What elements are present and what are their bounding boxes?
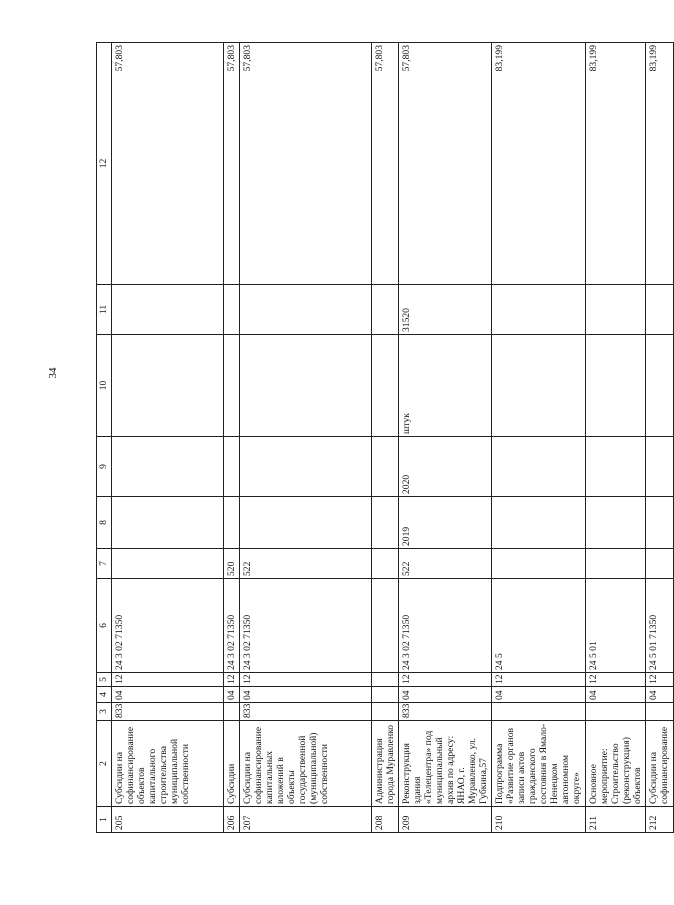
table-cell — [112, 335, 224, 437]
table-cell: Основное мероприятие: Строительство (реконструкция) объектов — [586, 721, 646, 807]
table-cell — [372, 687, 399, 703]
table-cell: 522 — [240, 549, 372, 579]
table-cell — [224, 703, 240, 721]
table-cell — [492, 497, 586, 549]
table-cell: 24 3 02 71350 — [399, 579, 492, 673]
header-cell: 9 — [97, 437, 112, 497]
table-cell: Субсидии на софинансирование капитальных вложений в объекты государственной (муниципальной) собственности — [240, 721, 372, 807]
table-cell: 24 3 02 71350 — [224, 579, 240, 673]
table-cell: 12 — [492, 673, 586, 687]
table-cell: штук — [399, 335, 492, 437]
table-cell — [372, 579, 399, 673]
table-cell — [586, 285, 646, 335]
table-cell — [112, 497, 224, 549]
table-cell — [586, 437, 646, 497]
table-cell: 205 — [112, 807, 224, 833]
table-cell: 04 — [224, 687, 240, 703]
table-cell: 57,803 — [240, 43, 372, 285]
table-cell: 522 — [399, 549, 492, 579]
table-cell: 212 — [646, 807, 674, 833]
table-cell: 57,803 — [372, 43, 399, 285]
table-cell: 83,199 — [492, 43, 586, 285]
table-cell: 04 — [646, 687, 674, 703]
table-cell: 2019 — [399, 497, 492, 549]
table-cell — [492, 285, 586, 335]
table-cell: 57,803 — [112, 43, 224, 285]
table-cell — [112, 549, 224, 579]
table-cell: 12 — [586, 673, 646, 687]
table-row — [372, 43, 399, 833]
header-cell: 10 — [97, 335, 112, 437]
header-cell: 7 — [97, 549, 112, 579]
table-cell — [492, 703, 586, 721]
table-cell — [646, 285, 674, 335]
table-cell — [112, 437, 224, 497]
table-cell — [586, 703, 646, 721]
table-cell: 57,803 — [399, 43, 492, 285]
table-cell — [646, 549, 674, 579]
table-cell: 24 5 — [492, 579, 586, 673]
budget-table — [96, 43, 670, 833]
table-cell: 12 — [399, 673, 492, 687]
table-cell — [372, 437, 399, 497]
table-cell: Администрация города Муравленко — [372, 721, 399, 807]
table-cell — [224, 335, 240, 437]
table-cell: 83,199 — [646, 43, 674, 285]
table-cell: 04 — [240, 687, 372, 703]
page-number: 34 — [47, 367, 59, 379]
table-cell: 833 — [112, 703, 224, 721]
table-cell — [372, 673, 399, 687]
table-cell: 04 — [399, 687, 492, 703]
table-cell: Реконструкция здания «Телецентра» под муниципальный архив по адресу: ЯНАО, г. Муравленко, ул. Губкина,57 — [399, 721, 492, 807]
table-cell: 208 — [372, 807, 399, 833]
table-cell: 31520 — [399, 285, 492, 335]
table-cell — [372, 549, 399, 579]
header-cell: 11 — [97, 285, 112, 335]
table-cell — [492, 437, 586, 497]
table-cell — [586, 549, 646, 579]
table-cell: 83,199 — [586, 43, 646, 285]
table-cell: Субсидии на софинансирование объектов капитального строительства муниципальной собственности — [112, 721, 224, 807]
header-cell: 8 — [97, 497, 112, 549]
header-cell: 3 — [97, 703, 112, 721]
table-cell — [586, 497, 646, 549]
table-cell: 24 5 01 — [586, 579, 646, 673]
table-cell: 207 — [240, 807, 372, 833]
table-cell: 24 3 02 71350 — [240, 579, 372, 673]
table-cell — [646, 437, 674, 497]
table-row — [586, 43, 646, 833]
table-cell: 12 — [224, 673, 240, 687]
table-cell: 833 — [399, 703, 492, 721]
table-cell: 12 — [240, 673, 372, 687]
header-cell: 4 — [97, 687, 112, 703]
header-cell: 6 — [97, 579, 112, 673]
table-cell: Подпрограмма «Развитие органов записи актов гражданского состояния в Ямало-Ненецком автономном округе» — [492, 721, 586, 807]
table-row — [399, 43, 492, 833]
header-cell: 1 — [97, 807, 112, 833]
header-cell: 2 — [97, 721, 112, 807]
table-cell — [372, 335, 399, 437]
table-cell — [586, 335, 646, 437]
table-cell: 833 — [240, 703, 372, 721]
table-cell — [492, 335, 586, 437]
table-cell — [372, 497, 399, 549]
table-cell: 209 — [399, 807, 492, 833]
table-cell — [112, 285, 224, 335]
table-cell: 210 — [492, 807, 586, 833]
table-cell — [372, 703, 399, 721]
header-row — [97, 43, 112, 833]
table-cell — [372, 285, 399, 335]
table-row — [646, 43, 674, 833]
table-cell: 12 — [646, 673, 674, 687]
table-cell: 04 — [492, 687, 586, 703]
table-cell — [240, 285, 372, 335]
table-cell — [240, 335, 372, 437]
table-cell — [224, 437, 240, 497]
table-cell: Субсидии — [224, 721, 240, 807]
table-cell — [646, 335, 674, 437]
table-cell: 57,803 — [224, 43, 240, 285]
table-cell: 206 — [224, 807, 240, 833]
table-cell — [646, 703, 674, 721]
table-cell — [224, 497, 240, 549]
header-cell: 5 — [97, 673, 112, 687]
table-row — [112, 43, 224, 833]
table-row — [224, 43, 240, 833]
table-cell: 12 — [112, 673, 224, 687]
table-cell — [240, 437, 372, 497]
table-cell: 211 — [586, 807, 646, 833]
table-cell: 24 3 02 71350 — [112, 579, 224, 673]
table-row — [240, 43, 372, 833]
table-cell — [646, 497, 674, 549]
header-cell: 12 — [97, 43, 112, 285]
table-cell — [240, 497, 372, 549]
table-cell: Субсидии на софинансирование — [646, 721, 674, 807]
table-cell — [224, 285, 240, 335]
table-cell: 04 — [112, 687, 224, 703]
table-cell: 520 — [224, 549, 240, 579]
table-cell: 04 — [586, 687, 646, 703]
table-cell — [492, 549, 586, 579]
table-row — [492, 43, 586, 833]
table-cell: 2020 — [399, 437, 492, 497]
table-cell: 24 5 01 71350 — [646, 579, 674, 673]
